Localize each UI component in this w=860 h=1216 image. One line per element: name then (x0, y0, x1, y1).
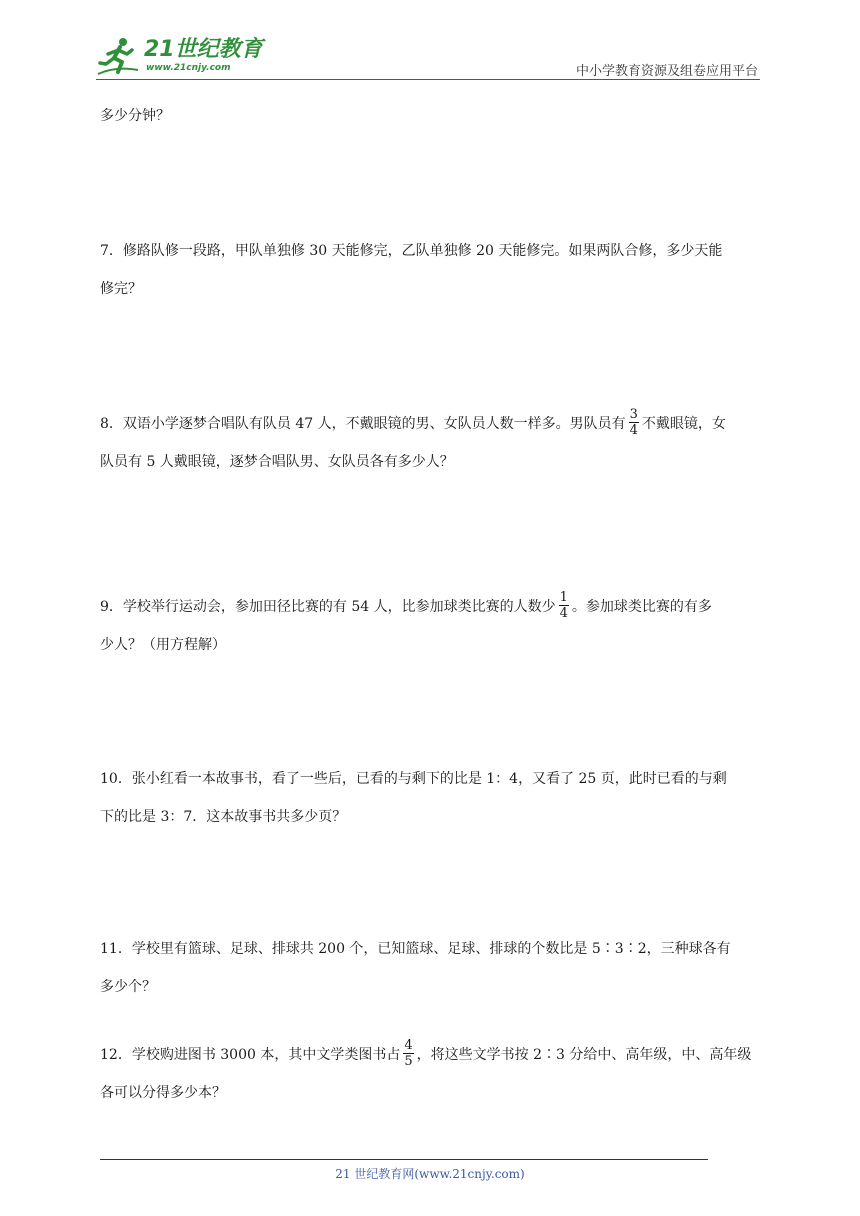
fraction (559, 590, 569, 621)
question-12 (100, 1036, 762, 1112)
question-text-line (100, 1036, 762, 1074)
question-text-line: 7．修路队修一段路，甲队单独修 30 天能修完，乙队单独修 20 天能修完。如果两队合修，多少天能 (100, 243, 723, 259)
question-text-segment: ，将这些文学书按 2∶3 分给中、高年级，中、高年级 (416, 1047, 752, 1063)
fraction-denominator: 4 (629, 422, 638, 438)
page-footer: 21 世纪教育网(www.21cnjy.com) (335, 1167, 525, 1181)
fraction-denominator: 4 (559, 605, 568, 621)
logo-text: 21世纪教育 (144, 37, 263, 62)
header-divider (96, 79, 760, 80)
question-text-line: 11．学校里有篮球、足球、排球共 200 个，已知篮球、足球、排球的个数比是 5∶3∶2，三种球各有 (100, 941, 731, 957)
site-logo (96, 36, 266, 78)
question-10 (100, 760, 762, 836)
question-text-line: 修完？ (100, 281, 142, 297)
fraction (629, 407, 639, 438)
fraction-denominator: 5 (404, 1053, 413, 1069)
question-text-line: 少人？（用方程解） (100, 637, 226, 653)
page-header (96, 36, 760, 80)
question-text-segment: 。参加球类比赛的有多 (571, 599, 712, 615)
question-7 (100, 232, 762, 308)
question-text-segment: 12．学校购进图书 3000 本，其中文学类图书占 (100, 1047, 401, 1063)
question-text-line: 各可以分得多少本？ (100, 1085, 226, 1101)
platform-title: 中小学教育资源及组卷应用平台 (575, 64, 758, 79)
question-8 (100, 405, 762, 481)
logo-url: www.21cnjy.com (146, 63, 231, 73)
question-text-line (100, 405, 762, 443)
question-text-line: 10．张小红看一本故事书，看了一些后，已看的与剩下的比是 1：4，又看了 25 页，此时已看的与剩 (100, 771, 727, 787)
fraction-numerator: 4 (404, 1037, 413, 1053)
question-text-line: 队员有 5 人戴眼镜，逐梦合唱队男、女队员各有多少人？ (100, 454, 454, 470)
fraction-numerator: 1 (559, 589, 568, 605)
question-text: 多少分钟？ (100, 108, 170, 124)
fraction (403, 1038, 413, 1069)
question-11 (100, 930, 762, 1006)
question-6-tail (100, 97, 762, 135)
question-text-line: 多少个？ (100, 979, 156, 995)
question-9 (100, 588, 762, 664)
question-text-segment: 9．学校举行运动会，参加田径比赛的有 54 人，比参加球类比赛的人数少 (100, 599, 556, 615)
question-text-line: 下的比是 3：7．这本故事书共多少页？ (100, 809, 347, 825)
question-text-segment: 8．双语小学逐梦合唱队有队员 47 人，不戴眼镜的男、女队员人数一样多。男队员有 (100, 416, 626, 432)
fraction-numerator: 3 (629, 406, 638, 422)
question-text-segment: 不戴眼镜，女 (641, 416, 726, 432)
runner-icon (96, 36, 140, 78)
question-text-line (100, 588, 762, 626)
footer-divider (100, 1159, 708, 1160)
